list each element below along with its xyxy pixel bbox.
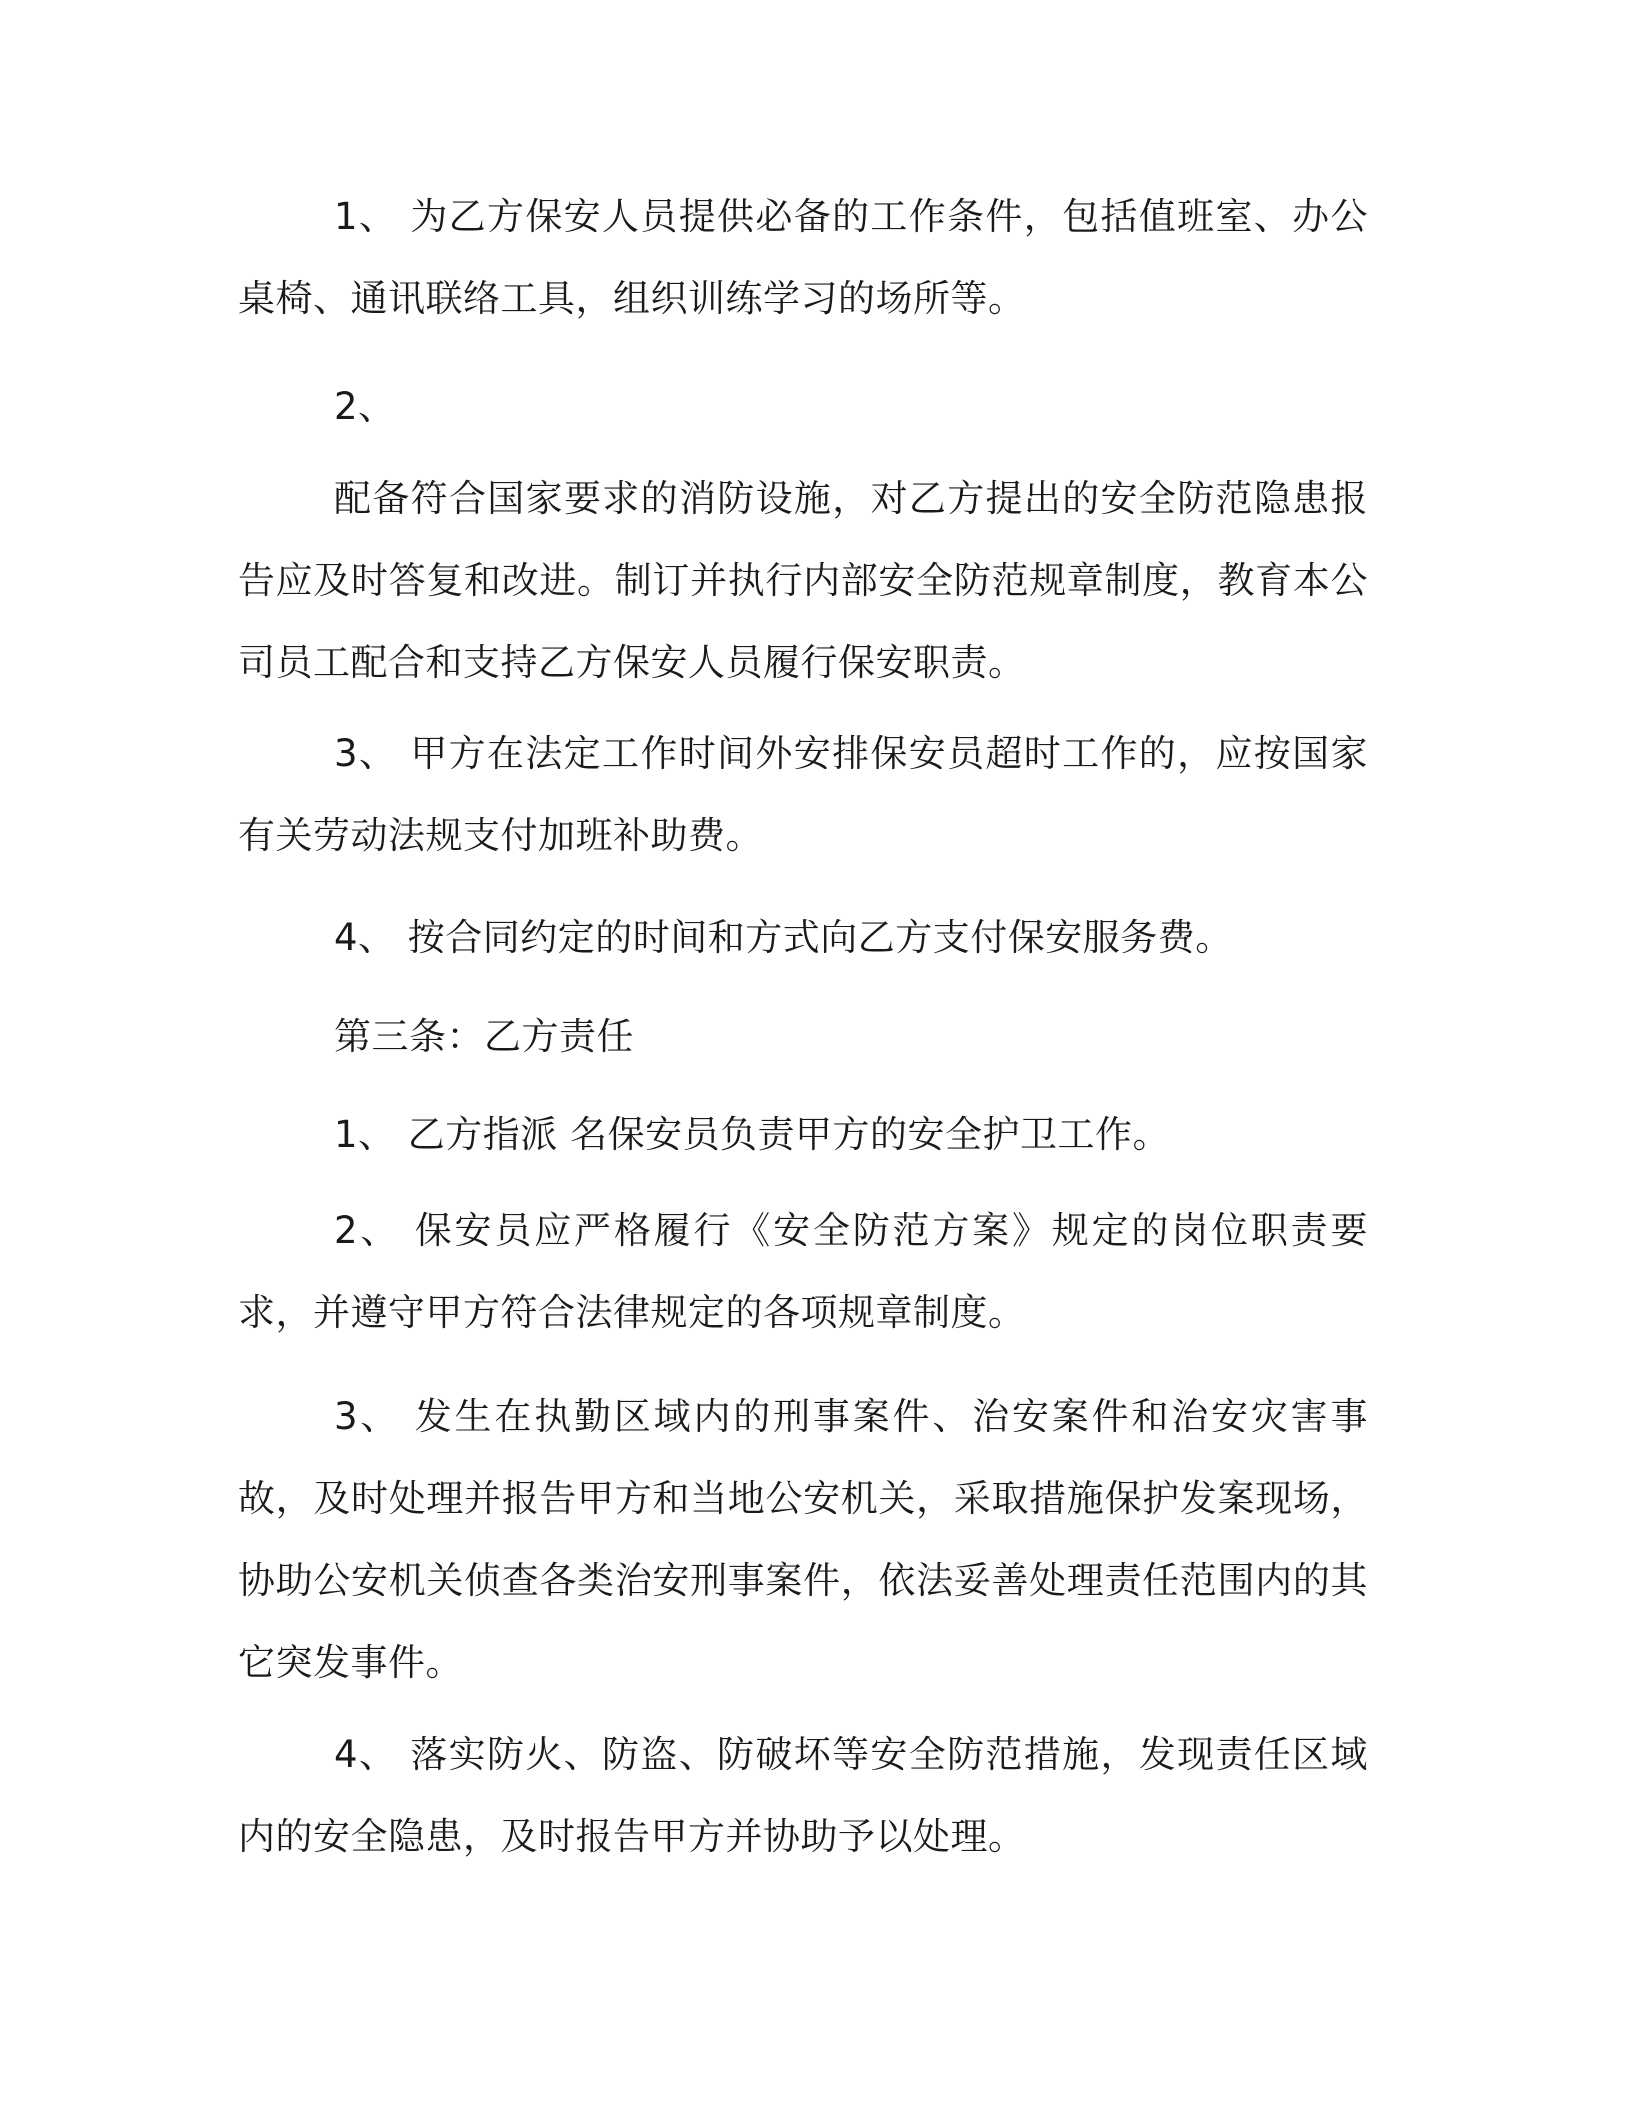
paragraph-9: 3、 发生在执勤区域内的刑事案件、治安案件和治安灾害事故，及时处理并报告甲方和当地公安机关，采取措施保护发案现场，协助公安机关侦查各类治安刑事案件，依法妥善处理责任范围内的其它突发事件。	[238, 1395, 1368, 1684]
paragraph-10: 4、 落实防火、防盗、防破坏等安全防范措施，发现责任区域内的安全隐患，及时报告甲方并协助予以处理。	[238, 1733, 1368, 1858]
paragraph-5: 4、 按合同约定的时间和方式向乙方支付保安服务费。	[334, 916, 1233, 959]
paragraph-7: 1、 乙方指派 名保安员负责甲方的安全护卫工作。	[334, 1113, 1171, 1156]
paragraph-8: 2、 保安员应严格履行《安全防范方案》规定的岗位职责要求，并遵守甲方符合法律规定的各项规章制度。	[238, 1209, 1368, 1334]
paragraph-2: 2、	[334, 385, 396, 428]
section-heading: 第三条：乙方责任	[334, 1015, 634, 1058]
paragraph-3: 配备符合国家要求的消防设施，对乙方提出的安全防范隐患报告应及时答复和改进。制订并执行内部安全防范规章制度，教育本公司员工配合和支持乙方保安人员履行保安职责。	[238, 477, 1368, 684]
paragraph-1: 1、 为乙方保安人员提供必备的工作条件，包括值班室、办公桌椅、通讯联络工具，组织训练学习的场所等。	[238, 195, 1368, 320]
paragraph-4: 3、 甲方在法定工作时间外安排保安员超时工作的，应按国家有关劳动法规支付加班补助费。	[238, 732, 1368, 857]
